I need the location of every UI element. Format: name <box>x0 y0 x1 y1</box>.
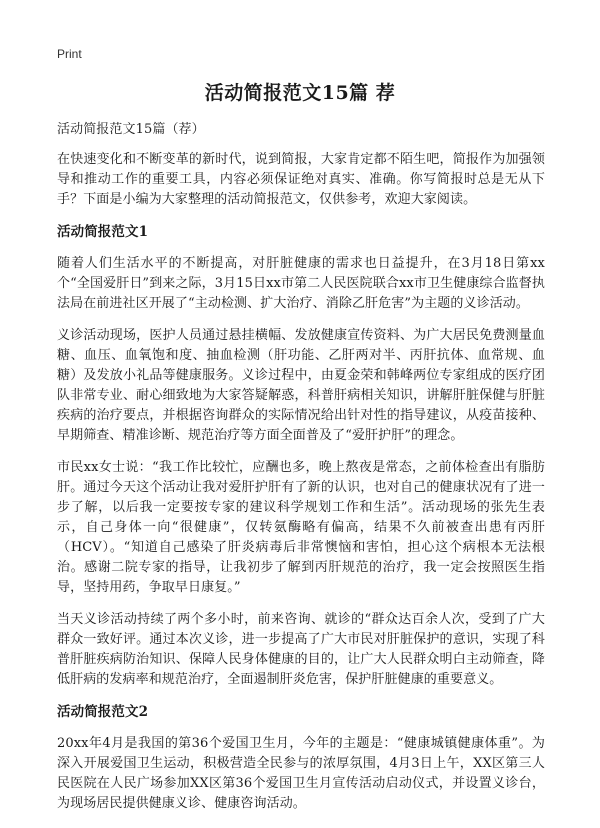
page-title: 活动简报范文15篇 荐 <box>204 82 396 104</box>
intro-paragraph: 在快速变化和不断变革的新时代，说到简报，大家肯定都不陌生吧，简报作为加强领导和推动工作的重要工具，内容必须保证绝对真实、准确。你写简报时总是无从下手？下面是小编为大家整理的活动简报范文，仅供参考，欢迎大家阅读。 <box>57 152 545 207</box>
section-1-heading: 活动简报范文1 <box>57 224 149 240</box>
section-1-paragraph-2: 义诊活动现场，医护人员通过悬挂横幅、发放健康宣传资料、为广大居民免费测量血糖、血压、血氧饱和度、抽血检测（肝功能、乙肝两对半、丙肝抗体、血常规、血糖）及发放小礼品等健康服务。义诊过程中，由夏金荣和韩峰两位专家组成的医疗团队非常专业、耐心细致地为大家答疑解惑，科普肝病相关知识，讲解肝脏保健与肝脏疾病的治疗要点，并根据咨询群众的实际情况给出针对性的指导建议，从疫苗接种、早期筛查、精准诊断、规范治疗等方面全面普及了“爱肝护肝”的理念。 <box>57 328 545 443</box>
section-1-paragraph-4: 当天义诊活动持续了两个多小时，前来咨询、就诊的“群众达百余人次，受到了广大群众一致好评。通过本次义诊，进一步提高了广大市民对肝脏保护的意识，实现了科普肝脏疾病防治知识、保障人民身体健康的目的，让广大人民群众明白主动筛查，降低肝病的发病率和规范治疗，全面遏制肝炎危害，保护肝脏健康的重要意义。 <box>57 612 545 687</box>
section-1-paragraph-1: 随着人们生活水平的不断提高，对肝脏健康的需求也日益提升，在3月18日第xx个“全国爱肝日”到来之际，3月15日xx市第二人民医院联合xx市卫生健康综合监督执法局在前进社区开展了“主动检测、扩大治疗、消除乙肝危害”为主题的义诊活动。 <box>57 256 545 311</box>
print-link[interactable]: Print <box>57 47 82 61</box>
section-1-paragraph-3: 市民xx女士说：“我工作比较忙，应酬也多，晚上熬夜是常态，之前体检查出有脂肪肝。通过今天这个活动让我对爱肝护肝有了新的认识，也对自己的健康状况有了进一步了解，以后我一定要按专家的建议科学规划工作和生活”。活动现场的张先生表示，自己身体一向“很健康”，仅转氨酶略有偏高，结果不久前被查出患有丙肝（HCV）。“知道自己感染了肝炎病毒后非常懊恼和害怕，担心这个病根本无法根治。感谢二院专家的指导，让我初步了解到丙肝规范的治疗，我一定会按照医生指导，坚持用药，争取早日康复。” <box>57 460 545 595</box>
article-subtitle: 活动简报范文15篇（荐） <box>57 122 205 137</box>
article-body <box>57 120 545 826</box>
section-2-paragraph-1: 20xx年4月是我国的第36个爱国卫生月，今年的主题是：“健康城镇健康体重”。为深入开展爱国卫生运动，积极营造全民参与的浓厚氛围，4月3日上午，XX区第三人民医院在人民广场参加XX区第36个爱国卫生月宣传活动启动仪式，并设置义诊台，为现场居民提供健康义诊、健康咨询活动。 <box>57 736 545 811</box>
section-2-heading: 活动简报范文2 <box>57 704 149 720</box>
